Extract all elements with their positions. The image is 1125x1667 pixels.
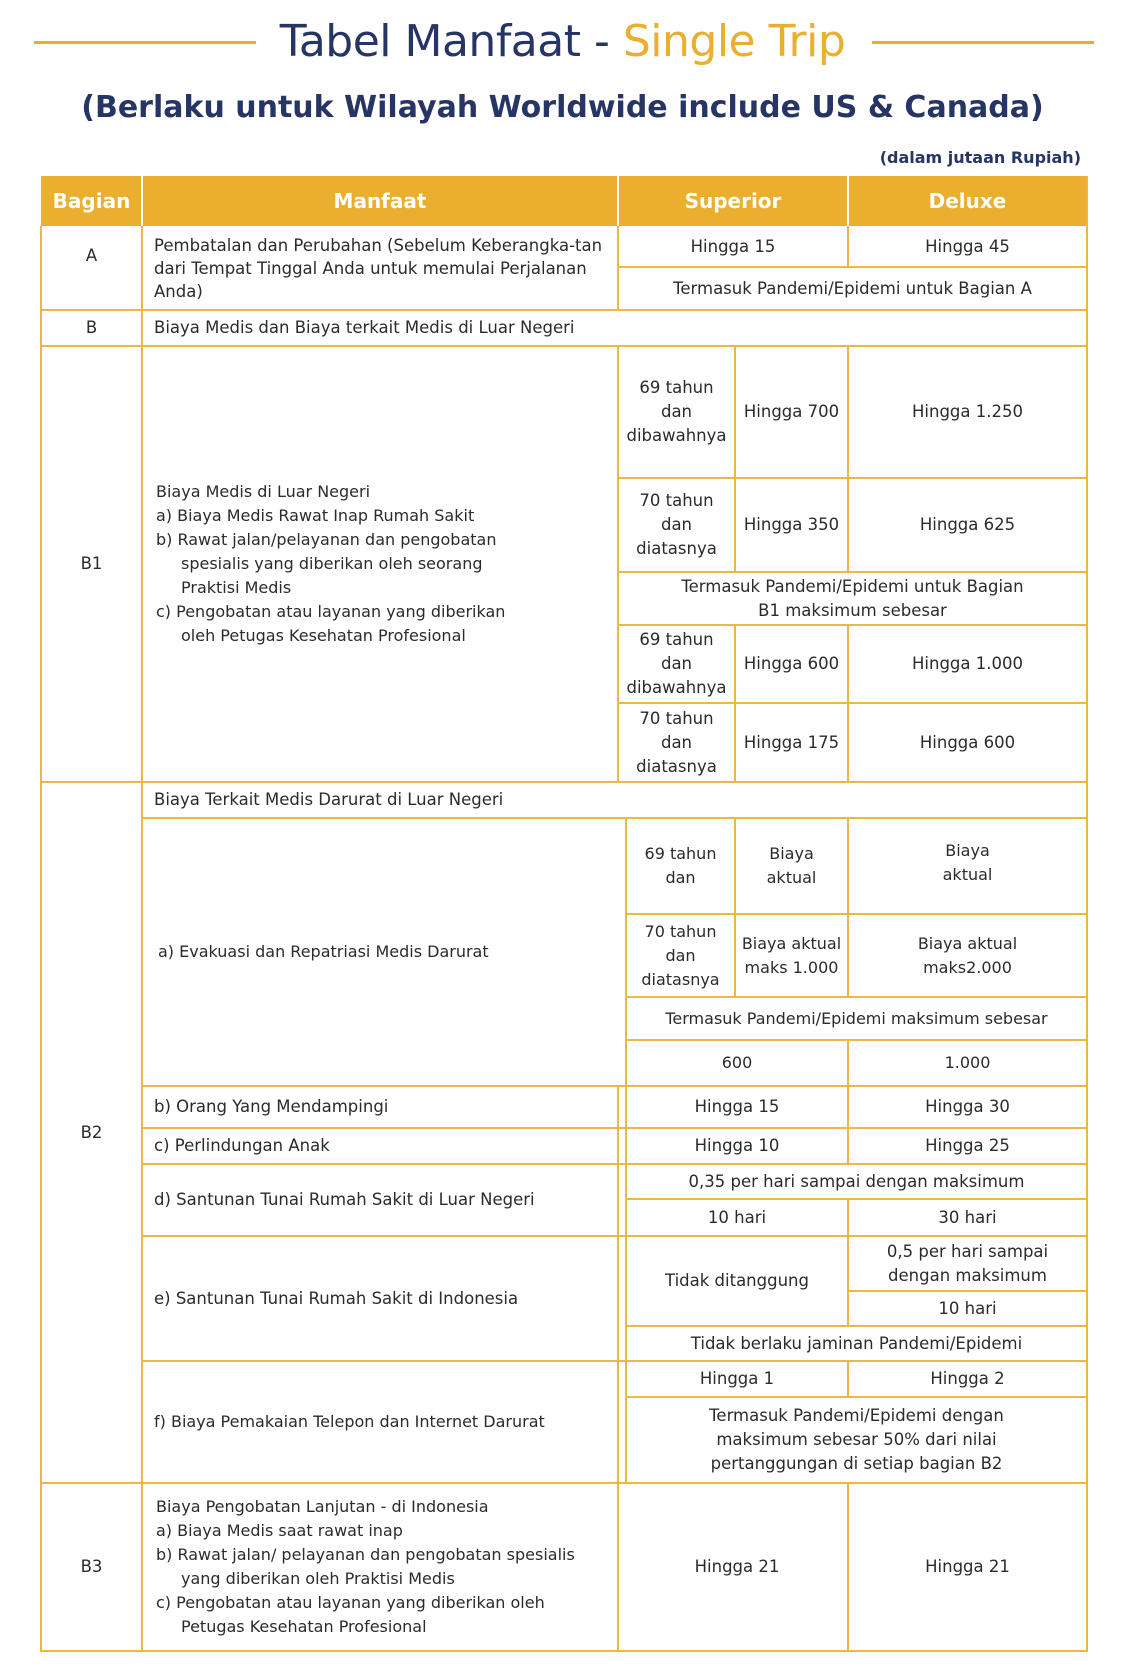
superior-b2-c: Hingga 10 <box>694 1136 780 1155</box>
deluxe-b1-0: Hingga 1.250 <box>912 402 1023 421</box>
header-divider <box>847 176 849 226</box>
bagian-b: B <box>85 318 98 337</box>
deluxe-b2-f: Hingga 2 <box>930 1369 1005 1388</box>
superior-b2a-0: Biaya aktual <box>766 844 817 887</box>
col-header-deluxe: Deluxe <box>848 176 1087 226</box>
age-b2a-0: 69 tahun dan <box>644 844 717 887</box>
col-header-bagian: Bagian <box>41 176 142 226</box>
manfaat-b3-item: b) Rawat jalan/ pelayanan dan pengobatan spesialis yang diberikan oleh Praktisi Medis <box>156 1545 575 1588</box>
grid-line <box>142 1163 1088 1165</box>
grid-line <box>40 309 1088 311</box>
manfaat-b3 <box>142 1483 618 1651</box>
grid-line <box>617 226 619 310</box>
manfaat-a: Pembatalan dan Perubahan (Sebelum Keberangka-tan dari Tempat Tinggal Anda untuk memulai Perjalanan Anda) <box>154 235 603 301</box>
grid-line <box>142 1235 1088 1237</box>
manfaat-b3-item: a) Biaya Medis saat rawat inap <box>156 1521 403 1540</box>
superior-b2-d: 10 hari <box>707 1207 767 1227</box>
title-row <box>0 14 1125 70</box>
grid-line <box>141 226 143 1652</box>
grid-line <box>142 1127 1088 1129</box>
manfaat-b: Biaya Medis dan Biaya terkait Medis di Luar Negeri <box>154 318 575 337</box>
grid-line <box>40 1482 1088 1484</box>
grid-line <box>142 1085 1088 1087</box>
pandemic-note-b1: Termasuk Pandemi/Epidemi untuk Bagian B1 maksimum sebesar <box>681 576 1024 620</box>
manfaat-b2-d: d) Santunan Tunai Rumah Sakit di Luar Negeri <box>154 1190 535 1209</box>
bagian-b3: B3 <box>80 1557 103 1576</box>
deluxe-b3: Hingga 21 <box>925 1557 1010 1576</box>
grid-line <box>40 1650 1088 1652</box>
pandemic-note-b2-f: Termasuk Pandemi/Epidemi dengan maksimum sebesar 50% dari nilai pertanggungan di setiap bagian B2 <box>709 1406 1004 1473</box>
grid-line <box>40 781 1088 783</box>
pandemic-deluxe-b1-0: Hingga 1.000 <box>912 654 1023 673</box>
manfaat-b3-item: c) Pengobatan atau layanan yang diberikan oleh Petugas Kesehatan Profesional <box>156 1593 545 1636</box>
superior-b2-f: Hingga 1 <box>699 1369 775 1388</box>
manfaat-b2-e: e) Santunan Tunai Rumah Sakit di Indonesia <box>154 1288 519 1308</box>
grid-line <box>618 624 1088 626</box>
pandemic-superior-b2a: 600 <box>721 1053 753 1072</box>
superior-a: Hingga 15 <box>690 236 776 256</box>
title-divider-right <box>872 41 1094 44</box>
grid-line <box>617 1086 619 1483</box>
pandemic-deluxe-b2a: 1.000 <box>944 1053 991 1072</box>
grid-line <box>847 818 849 997</box>
grid-line <box>626 1325 1088 1327</box>
header-divider <box>141 176 143 226</box>
col-header-superior: Superior <box>618 176 848 226</box>
superior-b1-1: Hingga 350 <box>743 515 840 534</box>
grid-line <box>618 266 1088 268</box>
grid-line <box>617 346 619 782</box>
deluxe-b1-1: Hingga 625 <box>919 515 1016 534</box>
deluxe-a: Hingga 45 <box>925 236 1010 256</box>
grid-line <box>618 702 1088 704</box>
grid-line <box>847 1199 849 1326</box>
deluxe-b2a-0: Biaya aktual <box>942 841 993 884</box>
grid-line <box>40 226 42 1652</box>
manfaat-b1-title: Biaya Medis di Luar Negeri <box>156 482 371 501</box>
deluxe-b2a-1: Biaya aktual maks2.000 <box>917 933 1018 977</box>
grid-line <box>734 818 736 997</box>
manfaat-b2-f: f) Biaya Pemakaian Telepon dan Internet Darurat <box>154 1412 545 1431</box>
unit-note: (dalam jutaan Rupiah) <box>879 148 1081 167</box>
col-header-manfaat: Manfaat <box>142 176 618 226</box>
grid-line <box>618 477 1088 479</box>
manfaat-b1-item: a) Biaya Medis Rawat Inap Rumah Sakit <box>156 506 475 525</box>
grid-line <box>847 346 849 572</box>
superior-b3: Hingga 21 <box>694 1557 780 1576</box>
pandemic-deluxe-b1-1: Hingga 600 <box>919 732 1016 752</box>
grid-line <box>626 1396 1088 1398</box>
grid-line <box>142 817 1088 819</box>
deluxe-b2-b: Hingga 30 <box>925 1097 1010 1116</box>
age-b1-0: 69 tahun dan dibawahnya <box>626 378 727 445</box>
grid-line <box>617 1483 619 1651</box>
grid-line <box>734 346 736 572</box>
title-accent: Single Trip <box>622 16 846 67</box>
manfaat-b1 <box>142 346 618 782</box>
age-b1-1: 70 tahun dan diatasnya <box>636 491 717 558</box>
pandemic-note-b2a: Termasuk Pandemi/Epidemi maksimum sebesar <box>665 1008 1048 1028</box>
page-subtitle: (Berlaku untuk Wilayah Worldwide include US & Canada) <box>81 90 1044 125</box>
manfaat-b2-a: a) Evakuasi dan Repatriasi Medis Darurat <box>158 942 489 961</box>
manfaat-b1-item: b) Rawat jalan/pelayanan dan pengobatan spesialis yang diberikan oleh seorang Praktisi Medis <box>156 530 497 597</box>
superior-b2-e: Tidak ditanggung <box>665 1271 809 1290</box>
bagian-b1: B1 <box>80 554 103 573</box>
grid-line <box>626 1039 1088 1041</box>
header-divider <box>617 176 619 226</box>
manfaat-b1-item: c) Pengobatan atau layanan yang diberikan oleh Petugas Kesehatan Profesional <box>156 602 506 645</box>
grid-line <box>142 1360 1088 1362</box>
grid-line <box>626 913 1088 915</box>
deluxe-b2-c: Hingga 25 <box>925 1136 1010 1155</box>
deluxe-note-b2-e: 0,5 per hari sampai dengan maksimum <box>886 1241 1049 1285</box>
grid-line <box>40 345 1088 347</box>
grid-line <box>847 226 849 267</box>
superior-b2-b: Hingga 15 <box>694 1097 780 1116</box>
deluxe-b2-e: 10 hari <box>938 1298 997 1318</box>
grid-line <box>847 1361 849 1397</box>
manfaat-b2-b: b) Orang Yang Mendampingi <box>154 1097 389 1116</box>
manfaat-b2-title: Biaya Terkait Medis Darurat di Luar Negeri <box>154 790 504 809</box>
deluxe-b2-d: 30 hari <box>938 1207 997 1227</box>
bagian-a: A <box>85 246 98 265</box>
pandemic-superior-b1-1: Hingga 175 <box>743 732 840 752</box>
manfaat-b2-c: c) Perlindungan Anak <box>154 1136 330 1155</box>
age-b2a-1: 70 tahun dan diatasnya <box>641 921 720 989</box>
pandemic-age-b1-0: 69 tahun dan dibawahnya <box>626 630 727 697</box>
grid-line <box>847 1483 849 1651</box>
title-main: Tabel Manfaat - <box>279 16 623 67</box>
grid-line <box>618 571 1088 573</box>
grid-line <box>626 1198 1088 1200</box>
manfaat-b3-title: Biaya Pengobatan Lanjutan - di Indonesia <box>156 1497 489 1516</box>
pandemic-note-b2-e: Tidak berlaku jaminan Pandemi/Epidemi <box>690 1333 1023 1353</box>
grid-line <box>847 1040 849 1164</box>
note-b2-d: 0,35 per hari sampai dengan maksimum <box>688 1171 1025 1191</box>
grid-line <box>625 818 627 1483</box>
grid-line <box>626 996 1088 998</box>
bagian-b2: B2 <box>80 1122 103 1142</box>
grid-line <box>848 1290 1088 1292</box>
pandemic-superior-b1-0: Hingga 600 <box>743 654 840 673</box>
pandemic-note-a: Termasuk Pandemi/Epidemi untuk Bagian A <box>673 278 1032 298</box>
superior-b1-0: Hingga 700 <box>743 402 840 421</box>
superior-b2a-1: Biaya aktual maks 1.000 <box>741 933 842 977</box>
pandemic-age-b1-1: 70 tahun dan diatasnya <box>636 708 717 776</box>
